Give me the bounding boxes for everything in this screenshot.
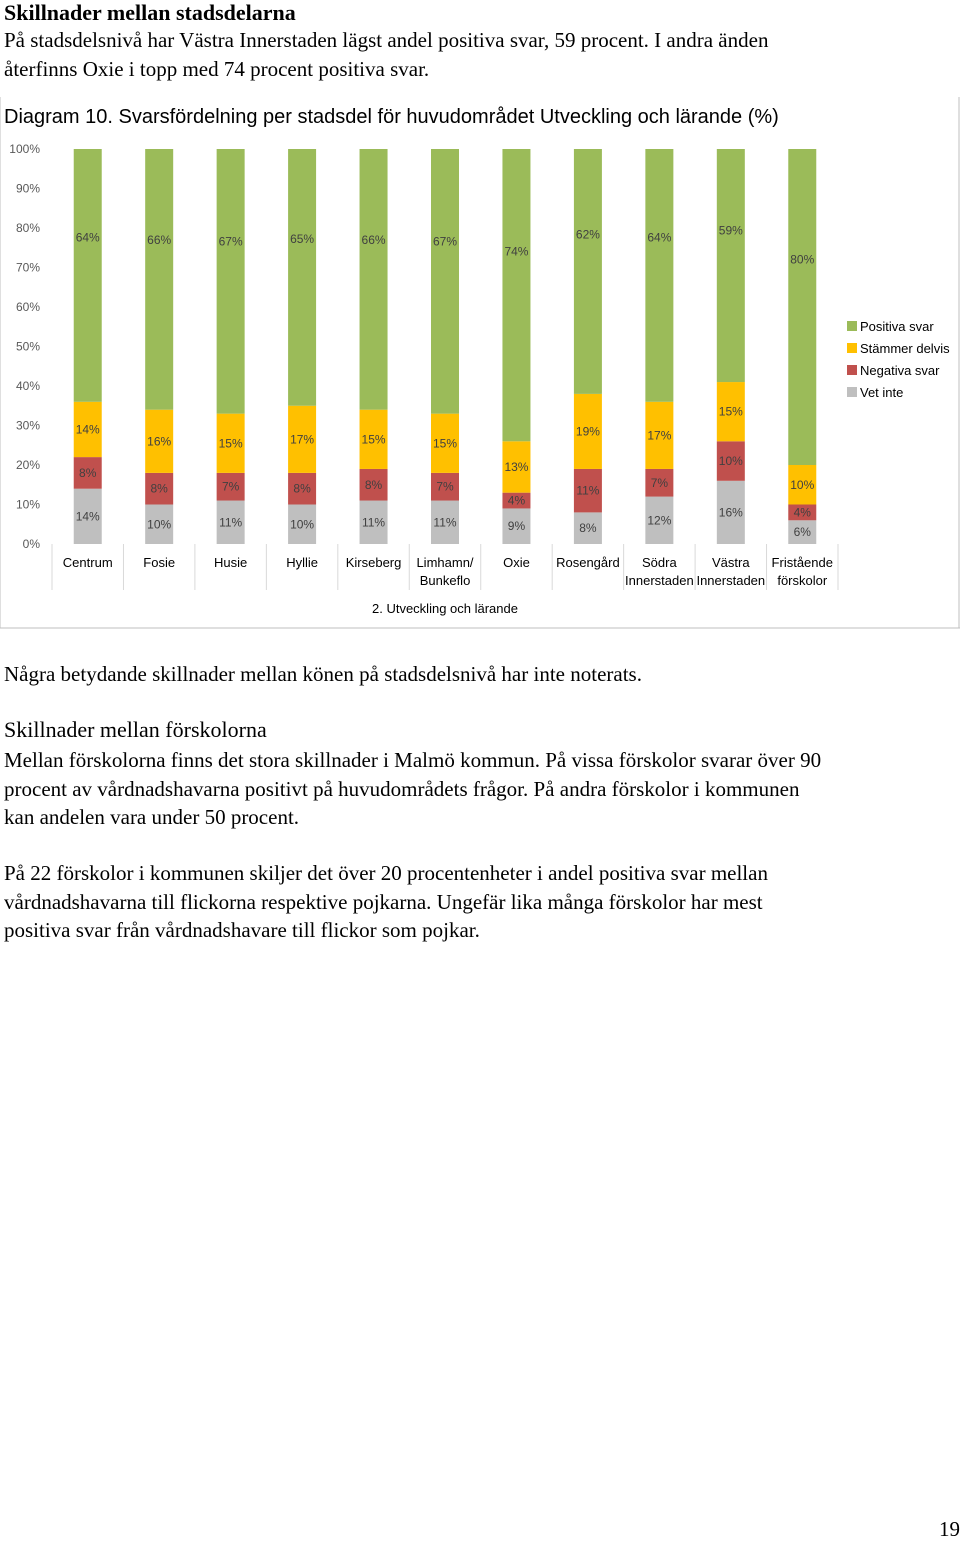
p1-line-2: procent av vårdnadshavarna positivt på huvudområdets frågor. På andra förskolor i kommunen <box>4 776 800 801</box>
data-label: 11% <box>433 515 457 530</box>
data-label: 17% <box>290 432 315 447</box>
x-tick-label: Innerstaden <box>625 573 694 588</box>
x-tick-label: Fosie <box>143 555 176 570</box>
legend-swatch <box>847 321 857 331</box>
x-tick-label: Bunkeflo <box>419 573 471 588</box>
forskolor-paragraph-2 <box>4 859 768 945</box>
x-tick-label: Södra <box>642 555 677 570</box>
p2-line-3: positiva svar från vårdnadshavare till flickor som pojkar. <box>4 918 480 942</box>
data-label: 10% <box>718 454 743 469</box>
data-label: 12% <box>647 513 672 528</box>
data-label: 4% <box>507 493 526 508</box>
y-tick-label: 90% <box>15 181 40 196</box>
x-tick-label: Kirseberg <box>345 555 402 570</box>
data-label: 67% <box>218 234 243 249</box>
y-tick-label: 60% <box>15 300 40 314</box>
stacked-bar-chart <box>0 0 960 640</box>
y-tick-label: 100% <box>9 142 40 156</box>
bar-segment <box>360 149 388 410</box>
bar-segment <box>645 149 673 402</box>
y-tick-label: 40% <box>15 379 40 393</box>
section-heading-stadsdelar: Skillnader mellan stadsdelarna <box>4 0 296 25</box>
x-tick-label: Oxie <box>503 555 530 570</box>
legend-swatch <box>847 365 857 375</box>
p2-line-1: På 22 förskolor i kommunen skiljer det över 20 procentenheter i andel positiva svar mellan <box>4 861 768 885</box>
y-tick-label: 10% <box>15 497 40 512</box>
legend-label: Negativa svar <box>860 363 940 378</box>
bar-segment <box>217 149 245 414</box>
y-tick-label: 30% <box>15 418 40 433</box>
x-tick-label: Centrum <box>62 555 113 570</box>
data-label: 15% <box>218 436 243 451</box>
bar-segment <box>717 149 745 382</box>
forskolor-paragraph-1 <box>4 746 821 832</box>
y-tick-label: 20% <box>15 458 40 472</box>
data-label: 19% <box>575 424 600 439</box>
x-tick-label: Husie <box>214 555 248 570</box>
x-tick-label: Fristående <box>771 555 833 570</box>
section-heading-forskolor: Skillnader mellan förskolorna <box>4 717 267 742</box>
p2-line-2: vårdnadshavarna till flickorna respektive pojkarna. Ungefär lika många förskolor har mest <box>4 889 763 914</box>
gender-note: Några betydande skillnader mellan könen på stadsdelsnivå har inte noterats. <box>4 662 642 686</box>
data-label: 67% <box>432 234 458 249</box>
data-label: 7% <box>650 475 669 490</box>
p1-line-3: kan andelen vara under 50 procent. <box>4 805 300 829</box>
data-label: 64% <box>75 230 100 245</box>
data-label: 4% <box>793 505 811 520</box>
data-label: 74% <box>504 244 529 259</box>
data-label: 10% <box>290 517 315 532</box>
data-label: 8% <box>579 521 597 536</box>
data-label: 10% <box>147 517 172 532</box>
legend-label: Positiva svar <box>860 319 934 334</box>
data-label: 80% <box>790 252 815 267</box>
data-label: 7% <box>221 479 240 494</box>
data-label: 14% <box>75 422 100 437</box>
bar-segment <box>288 149 316 406</box>
y-tick-label: 70% <box>15 260 40 275</box>
bar-segment <box>145 149 173 410</box>
y-tick-label: 0% <box>22 537 40 551</box>
bar-segment <box>574 149 602 394</box>
data-label: 11% <box>361 515 386 530</box>
data-label: 8% <box>364 477 383 492</box>
x-tick-label: Hyllie <box>286 555 318 570</box>
x-tick-label: Västra <box>712 555 750 570</box>
bar-segment <box>788 149 816 465</box>
data-label: 59% <box>718 223 743 238</box>
x-tick-label: Rosengård <box>556 555 620 570</box>
x-tick-label: förskolor <box>777 573 828 588</box>
diagram-title: Diagram 10. Svarsfördelning per stadsdel för huvudområdet Utveckling och lärande (%) <box>4 106 779 128</box>
data-label: 65% <box>290 231 315 246</box>
bar-segment <box>502 149 530 441</box>
data-label: 10% <box>790 477 815 492</box>
bar-segment <box>431 149 459 414</box>
data-label: 66% <box>147 233 172 248</box>
data-label: 6% <box>793 525 811 540</box>
data-label: 15% <box>361 432 386 447</box>
data-label: 16% <box>147 434 172 449</box>
legend-swatch <box>847 343 857 353</box>
x-axis-title: 2. Utveckling och lärande <box>372 601 518 616</box>
x-tick-label: Limhamn/ <box>416 555 474 570</box>
page-number: 19 <box>939 1517 960 1541</box>
bar-segment <box>74 149 102 402</box>
chart-container <box>0 0 960 640</box>
data-label: 64% <box>647 230 672 245</box>
intro-line-1: På stadsdelsnivå har Västra Innerstaden lägst andel positiva svar, 59 procent. I andra änden <box>4 28 769 52</box>
data-label: 11% <box>576 483 600 498</box>
data-label: 11% <box>219 515 243 530</box>
data-label: 8% <box>150 481 168 496</box>
data-label: 16% <box>718 505 743 520</box>
data-label: 8% <box>79 465 97 480</box>
data-label: 9% <box>507 519 526 534</box>
legend-label: Vet inte <box>860 385 904 400</box>
legend-swatch <box>847 387 857 397</box>
data-label: 15% <box>718 404 743 419</box>
data-label: 66% <box>361 233 386 248</box>
data-label: 17% <box>647 428 672 443</box>
data-label: 62% <box>575 227 600 242</box>
intro-line-2: återfinns Oxie i topp med 74 procent positiva svar. <box>4 56 430 81</box>
data-label: 13% <box>504 459 529 474</box>
legend-label: Stämmer delvis <box>860 341 950 356</box>
y-tick-label: 80% <box>15 221 40 235</box>
data-label: 8% <box>293 481 311 496</box>
data-label: 7% <box>436 479 454 494</box>
p1-line-1: Mellan förskolorna finns det stora skillnader i Malmö kommun. På vissa förskolor svarar över 90 <box>4 748 822 772</box>
data-label: 14% <box>75 509 100 524</box>
y-tick-label: 50% <box>15 339 40 354</box>
x-tick-label: Innerstaden <box>696 573 766 588</box>
data-label: 15% <box>432 436 458 451</box>
